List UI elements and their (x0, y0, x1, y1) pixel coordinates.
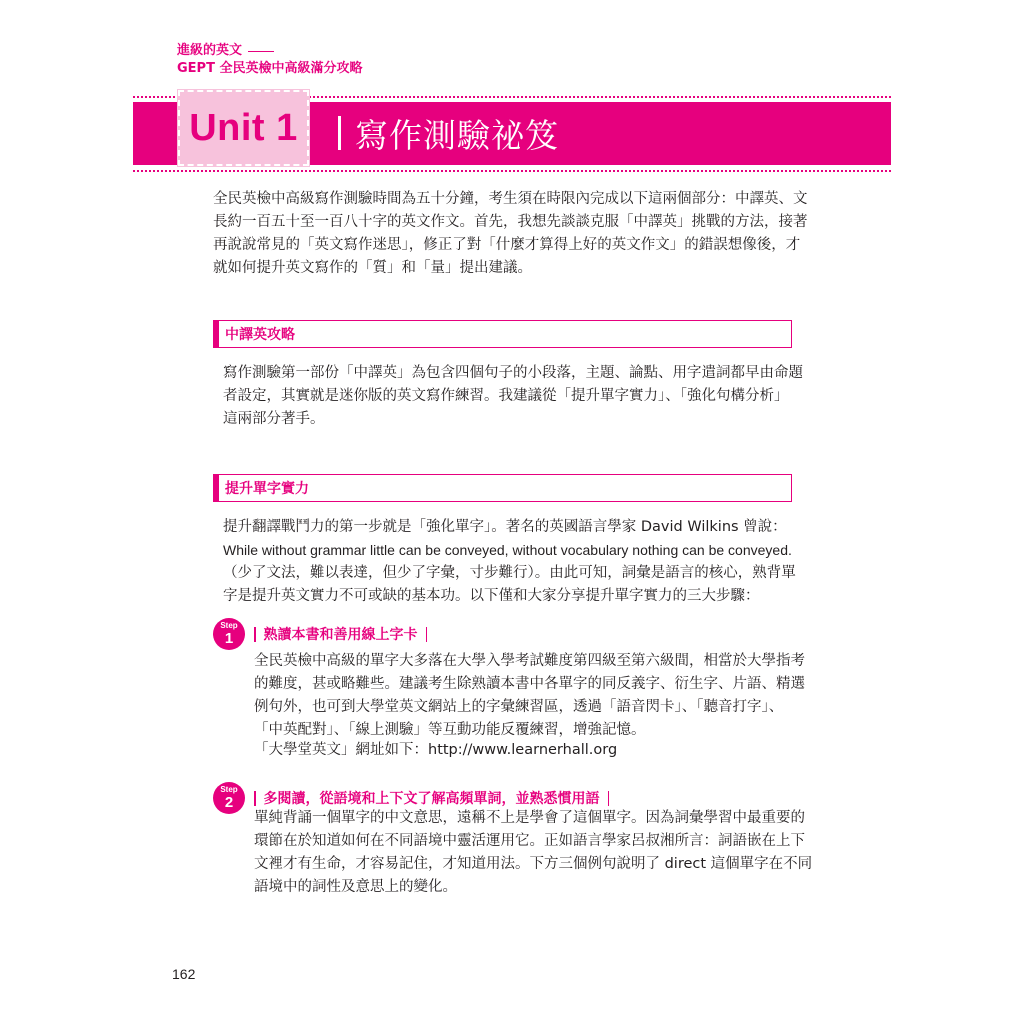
text-line: 提升翻譯戰鬥力的第一步就是「強化單字」。著名的英國語言學家 David Wilkins 曾說： (223, 519, 787, 535)
section-heading-text: 中譯英攻略 (225, 327, 295, 343)
unit-title-text: 寫作測驗祕笈 (355, 115, 559, 155)
text-line: 者設定，其實就是迷你版的英文寫作練習。我建議從「提升單字實力」、「強化句構分析」 (223, 388, 789, 404)
pipe-right (426, 627, 428, 642)
website-address: 「大學堂英文」網址如下：http://www.learnerhall.org (254, 742, 618, 758)
step-2-paragraph (254, 807, 812, 899)
step-number: 2 (224, 794, 234, 811)
pipe-left (254, 791, 256, 806)
text-line: 的難度，甚或略難些。建議考生除熟讀本書中各單字的同反義字、衍生字、片語、精選 (254, 676, 805, 692)
banner-dotted-rule-bottom (133, 170, 891, 172)
step-title-text: 熟讀本書和善用線上字卡 (263, 627, 418, 643)
step-word: Step (220, 621, 238, 630)
unit-label: Unit 1 (189, 106, 298, 149)
step-2-title (254, 788, 617, 808)
step-title-text: 多閱讀，從語境和上下文了解高頻單詞，並熟悉慣用語 (263, 791, 600, 807)
book-title: GEPT 全民英檢中高級滿分攻略 (177, 61, 363, 76)
text-line: 「中英配對」、「線上測驗」等互動功能反覆練習，增強記憶。 (254, 722, 646, 738)
title-divider (338, 116, 341, 150)
unit-label-box (178, 90, 309, 166)
step-number: 1 (224, 630, 234, 647)
pipe-left (254, 627, 256, 642)
text-line: 全民英檢中高級的單字大多落在大學入學考試難度第四級至第六級間，相當於大學指考 (254, 653, 805, 669)
text-line: 就如何提升英文寫作的「質」和「量」提出建議。 (213, 260, 532, 276)
text-line: 字是提升英文實力不可或缺的基本功。以下僅和大家分享提升單字實力的三大步驟： (223, 588, 760, 604)
unit-title (338, 110, 559, 156)
section-heading-vocabulary (213, 474, 792, 502)
step-word: Step (220, 785, 238, 794)
url-line (254, 739, 617, 762)
text-line: 寫作測驗第一部份「中譯英」為包含四個句子的小段落，主題、論點、用字遣詞都早由命題 (223, 365, 803, 381)
dash-rule (248, 51, 274, 52)
heading-stripe (214, 475, 219, 501)
text-line: 再說說常見的「英文寫作迷思」，修正了對「什麼才算得上好的英文作文」的錯誤想像後，才 (213, 237, 801, 253)
text-line: 這兩部分著手。 (223, 411, 325, 427)
step-1-badge (213, 618, 245, 650)
book-series (177, 42, 362, 60)
series-name: 進級的英文 (177, 43, 243, 58)
step-1-heading (213, 618, 435, 650)
text-line: （少了文法，難以表達，但少了字彙，寸步難行）。由此可知，詞彙是語言的核心，熟背單 (223, 565, 796, 581)
step-1-paragraph (254, 650, 805, 742)
vocabulary-paragraph (223, 516, 796, 608)
translation-paragraph (223, 362, 803, 431)
text-line: 環節在於知道如何在不同語境中靈活運用它。正如語言學家呂叔湘所言：詞語嵌在上下 (254, 833, 805, 849)
heading-stripe (214, 321, 219, 347)
quote-line: While without grammar little can be conveyed, without vocabulary nothing can be conveyed. (223, 542, 792, 558)
text-line: 全民英檢中高級寫作測驗時間為五十分鐘，考生須在時限內完成以下這兩個部分：中譯英、文 (213, 191, 808, 207)
text-line: 長約一百五十至一百八十字的英文作文。首先，我想先談談克服「中譯英」挑戰的方法，接著 (213, 214, 808, 230)
text-line: 單純背誦一個單字的中文意思，遠稱不上是學會了這個單字。因為詞彙學習中最重要的 (254, 810, 805, 826)
text-line: 語境中的詞性及意思上的變化。 (254, 879, 457, 895)
section-heading-text: 提升單字實力 (225, 481, 309, 497)
text-line: 例句外，也可到大學堂英文網站上的字彙練習區，透過「語音閃卡」、「聽音打字」、 (254, 699, 784, 715)
pipe-right (608, 791, 610, 806)
text-line: 文裡才有生命，才容易記住，才知道用法。下方三個例句說明了 direct 這個單字在不同 (254, 856, 813, 872)
running-head (177, 42, 362, 78)
intro-paragraph (213, 188, 808, 280)
section-heading-translation (213, 320, 792, 348)
page-number: 162 (172, 966, 196, 982)
step-1-title (254, 624, 435, 644)
step-2-badge (213, 782, 245, 814)
